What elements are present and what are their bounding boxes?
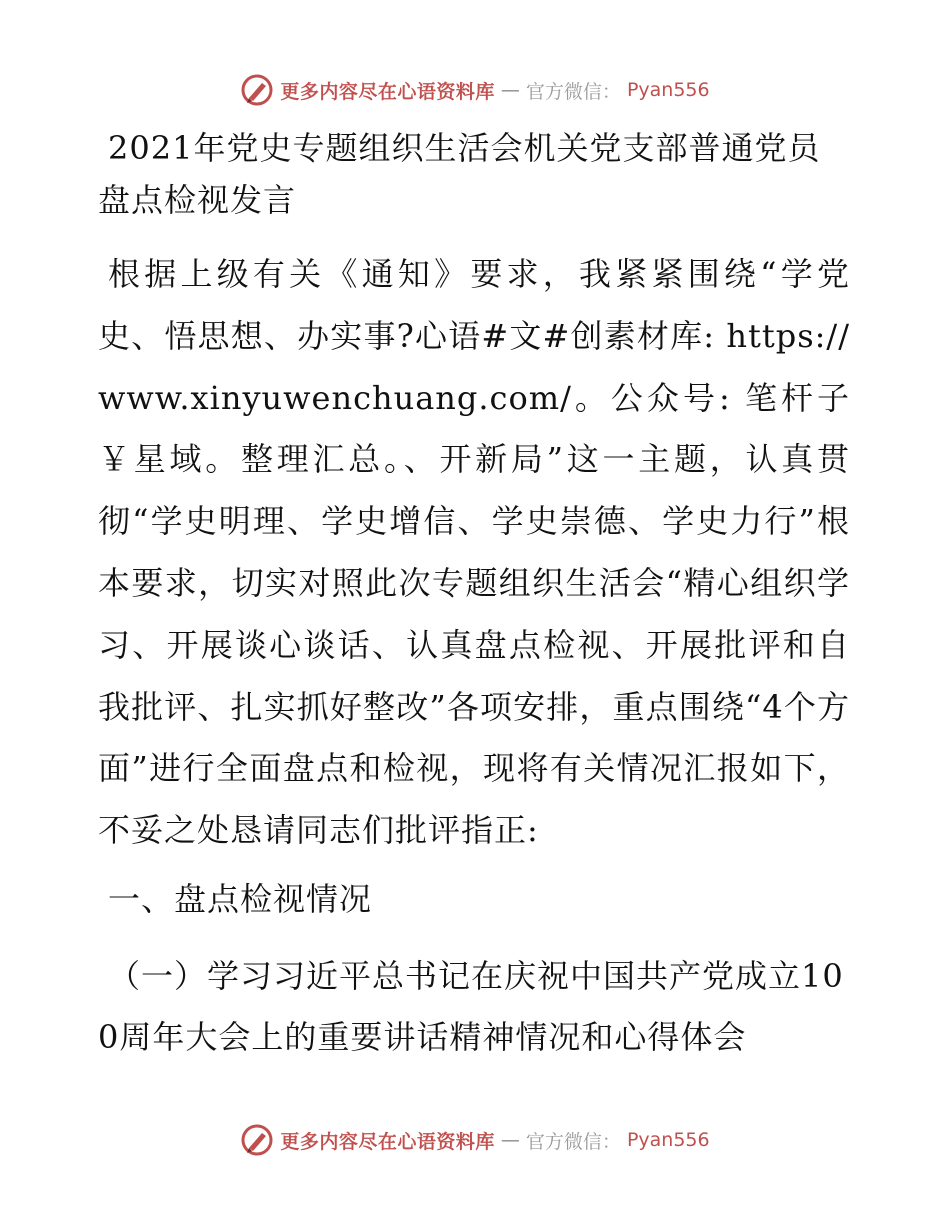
watermark-wechat-id: Pyan556 <box>626 1129 710 1151</box>
watermark-label: 官方微信： <box>525 80 621 103</box>
intro-paragraph: 根据上级有关《通知》要求，我紧紧围绕“学党史、悟思想、办实事?心语#文#创素材库: https://www.xinyuwenchuang.com/。公众号: 笔杆子￥星域。整理汇总。、开新局”这一主题，认真贯彻“学史明理、学史增信、学史崇德、学史力行”根本要求，切实对照此次专题组织生活会“精心组织学习、开展谈心谈话、认真盘点检视、开展批评和自我批评、扎实抓好整改”各项安排，重点围绕“4个方面”进行全面盘点和检视，现将有关情况汇报如下，不妥之处恳请同志们批评指正: <box>98 255 850 850</box>
watermark-main-text: 更多内容尽在心语资料库 <box>280 80 495 103</box>
section-heading: 一、盘点检视情况 <box>108 879 373 918</box>
watermark-label: 官方微信： <box>525 1130 621 1153</box>
subsection-heading: （一）学习习近平总书记在庆祝中国共产党成立100周年大会上的重要讲话精神情况和心得体会 <box>98 956 844 1056</box>
watermark-footer <box>0 1120 950 1160</box>
watermark-main-text: 更多内容尽在心语资料库 <box>280 1130 495 1153</box>
watermark-header <box>0 70 950 110</box>
watermark-separator: — <box>500 79 520 101</box>
pen-logo-icon <box>240 1123 274 1157</box>
pen-logo-icon <box>240 73 274 107</box>
document-body <box>98 122 850 1068</box>
document-title: 2021年党史专题组织生活会机关党支部普通党员盘点检视发言 <box>98 129 821 219</box>
watermark-separator: — <box>500 1129 520 1151</box>
watermark-wechat-id: Pyan556 <box>626 79 710 101</box>
